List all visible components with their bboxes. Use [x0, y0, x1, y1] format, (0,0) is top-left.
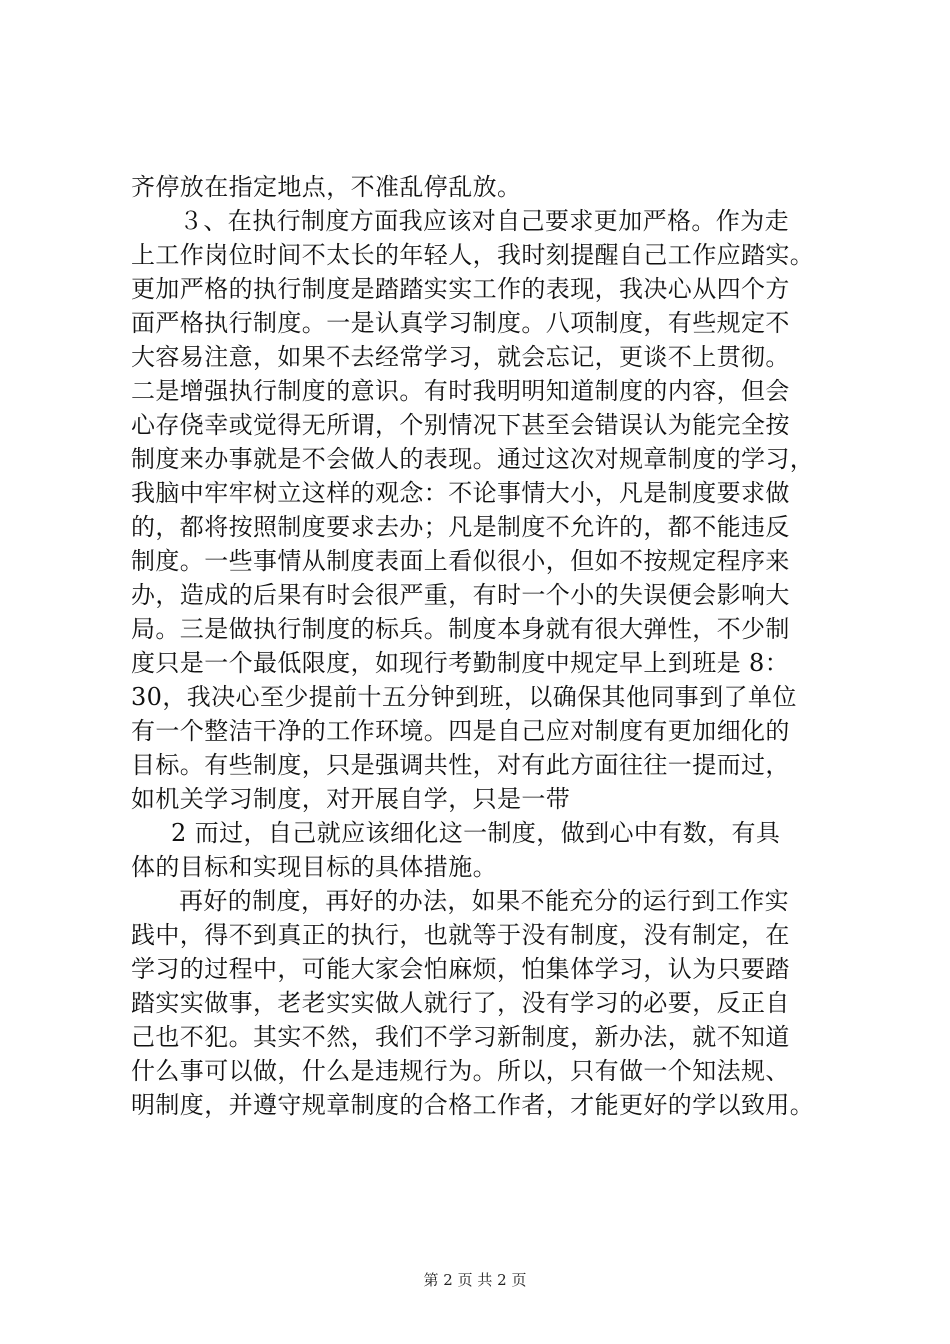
text-line: 如机关学习制度，对开展自学，只是一带: [131, 785, 571, 813]
text-line: 践中，得不到真正的执行，也就等于没有制度，没有制定，在: [131, 921, 790, 949]
text-line: 踏实实做事，老老实实做人就行了，没有学习的必要，反正自: [131, 989, 790, 1017]
text-line: ３、在执行制度方面我应该对自己要求更加严格。作为走: [179, 207, 789, 235]
text-line: 更加严格的执行制度是踏踏实实工作的表现，我决心从四个方: [131, 275, 790, 303]
page-number-label: 第 2 页 共 2 页: [423, 1271, 527, 1289]
text-line: 制度来办事就是不会做人的表现。通过这次对规章制度的学习，: [131, 445, 815, 473]
text-line: 再好的制度，再好的办法，如果不能充分的运行到工作实: [179, 887, 789, 915]
text-line: 局。三是做执行制度的标兵。制度本身就有很大弹性，不少制: [131, 615, 790, 643]
text-line: 2 而过，自己就应该细化这一制度，做到心中有数，有具: [171, 819, 781, 847]
text-line: 的，都将按照制度要求去办；凡是制度不允许的，都不能违反: [131, 513, 790, 541]
text-line: 心存侥幸或觉得无所谓，个别情况下甚至会错误认为能完全按: [131, 411, 790, 439]
text-line: 体的目标和实现目标的具体措施。: [131, 853, 497, 881]
text-line: 制度。一些事情从制度表面上看似很小，但如不按规定程序来: [131, 547, 790, 575]
text-line: 我脑中牢牢树立这样的观念：不论事情大小，凡是制度要求做: [131, 479, 790, 507]
text-line: 明制度，并遵守规章制度的合格工作者，才能更好的学以致用。: [131, 1091, 815, 1119]
text-line: 齐停放在指定地点，不准乱停乱放。: [131, 173, 522, 201]
page-footer: [0, 1270, 950, 1290]
text-line: 办，造成的后果有时会很严重，有时一个小的失误便会影响大: [131, 581, 790, 609]
text-line: 目标。有些制度，只是强调共性，对有此方面往往一提而过，: [131, 751, 790, 779]
text-line: 学习的过程中，可能大家会怕麻烦，怕集体学习，认为只要踏: [131, 955, 790, 983]
document-body: [131, 170, 831, 1122]
text-line: 度只是一个最低限度，如现行考勤制度中规定早上到班是 8：: [131, 649, 790, 677]
text-line: 面严格执行制度。一是认真学习制度。八项制度，有些规定不: [131, 309, 790, 337]
text-line: 30，我决心至少提前十五分钟到班，以确保其他同事到了单位: [131, 683, 797, 711]
text-line: 己也不犯。其实不然，我们不学习新制度，新办法，就不知道: [131, 1023, 790, 1051]
text-line: 二是增强执行制度的意识。有时我明明知道制度的内容，但会: [131, 377, 790, 405]
text-line: 什么事可以做，什么是违规行为。所以，只有做一个知法规、: [131, 1057, 790, 1085]
text-line: 有一个整洁干净的工作环境。四是自己应对制度有更加细化的: [131, 717, 790, 745]
text-line: 大容易注意，如果不去经常学习，就会忘记，更谈不上贯彻。: [131, 343, 790, 371]
text-line: 上工作岗位时间不太长的年轻人，我时刻提醒自己工作应踏实。: [131, 241, 815, 269]
